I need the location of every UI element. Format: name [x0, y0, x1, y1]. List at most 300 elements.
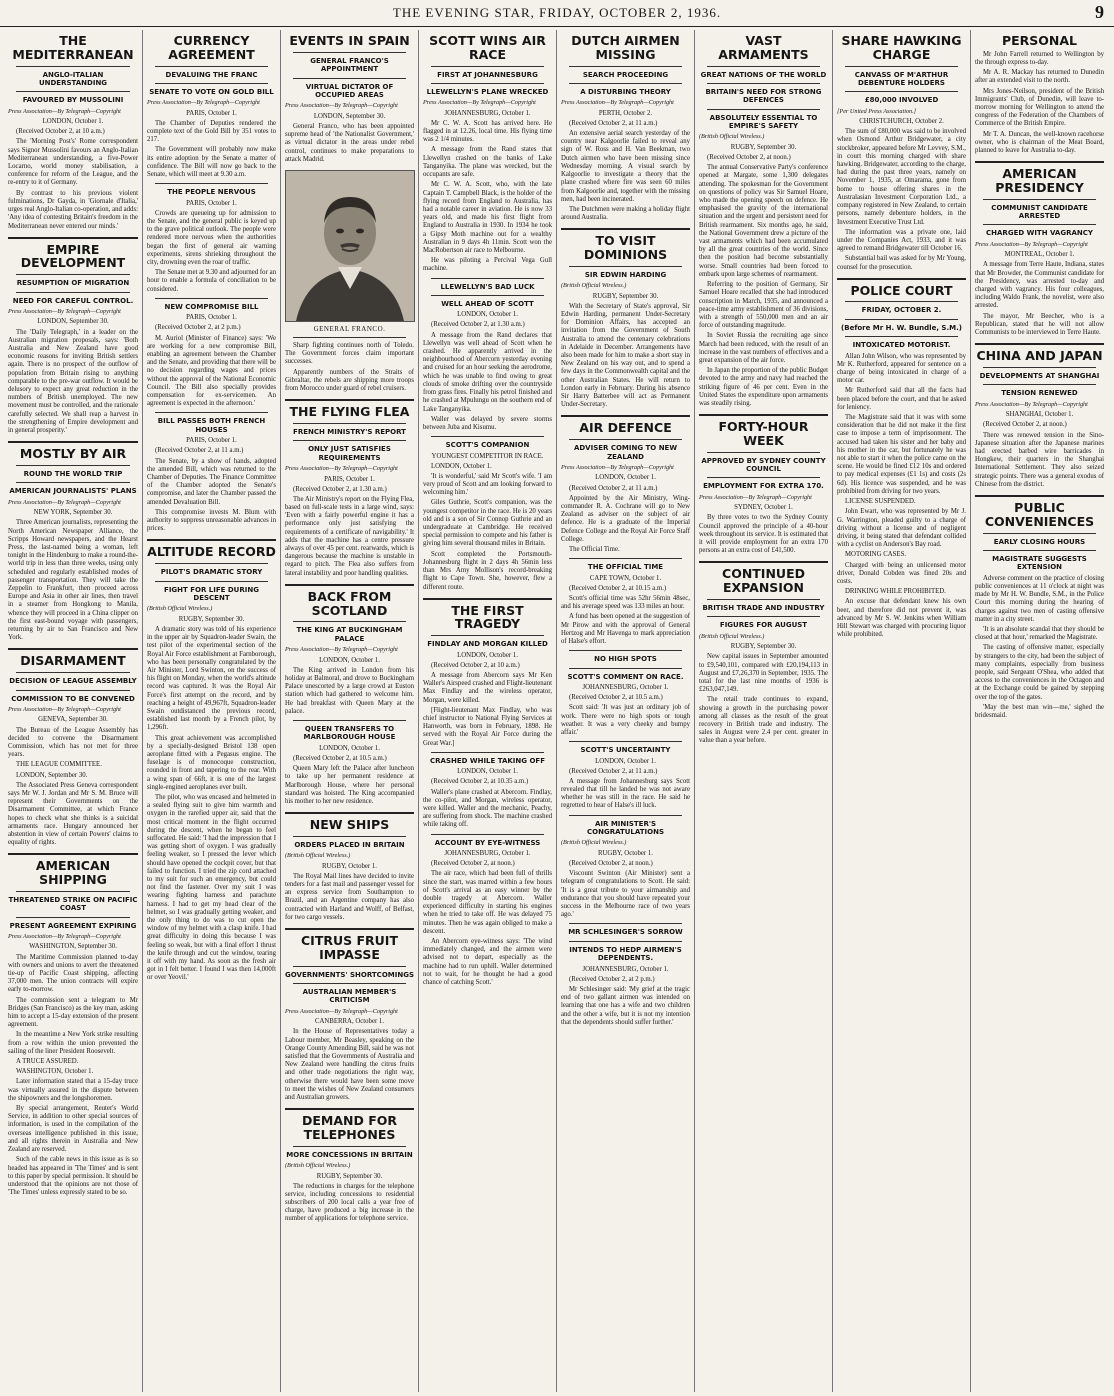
sub-divider: [431, 752, 544, 753]
dateline: RUGBY, September 30.: [592, 292, 659, 300]
body-paragraph: In Japan the proportion of the public Budget devoted to the army and navy had reached the striking figure of 46 per cent. Even in the United States the expenditure upon armaments was steadily rising.: [699, 367, 828, 407]
newspaper-columns: [4, 30, 1110, 1392]
section-divider: [285, 812, 414, 814]
subheading: LLEWELLYN'S BAD LUCK: [440, 282, 535, 291]
body-paragraph: [Flight-lieutenant Max Findlay, who was chief instructor to National Flying Services at Hanworth, was born in February, 1898. He served with the Royal Air Force during the Great War.]: [423, 706, 552, 747]
article-headline: CHINA AND JAPAN: [976, 348, 1103, 364]
body-paragraph: (Received October 2, at 10.5 a.m.): [569, 694, 663, 702]
rule: [707, 599, 820, 600]
subheading: FIGHT FOR LIFE DURING DESCENT: [164, 585, 259, 602]
rule: [155, 563, 268, 564]
portrait-photo: [285, 170, 415, 322]
rule: [16, 465, 130, 466]
page-number: 9: [1095, 2, 1104, 22]
article: [975, 495, 1104, 720]
body-paragraph: The Bureau of the League Assembly has decided to convene the Disarmament Commission, which has not met for three years.: [8, 726, 138, 759]
column-2: [142, 30, 280, 1392]
rule: [983, 533, 1096, 534]
wire-credit: (British Official Wireless.): [561, 839, 627, 847]
article: [285, 584, 414, 716]
sub-divider: [569, 650, 682, 651]
section-divider: [147, 539, 276, 541]
rule: [293, 52, 406, 53]
wire-credit: (British Official Wireless.): [699, 133, 765, 141]
dateline: LONDON, September 30.: [313, 112, 386, 120]
rule: [845, 336, 958, 337]
dateline: GENEVA, September 30.: [38, 716, 108, 724]
section-divider: [837, 278, 966, 280]
dateline: RUGBY, October 1.: [321, 862, 377, 870]
body-paragraph: The casting of offensive matter, especially by strangers to the city, had been the subject of many complaints, especially from business people, said Sergeant O'Shea, who added that access to the conveniences in the Octagon and at the Exchange could be gained by stepping over the top of the gates.: [975, 644, 1104, 701]
body-paragraph: A message from Terre Haute, Indiana, states that Mr Browder, the Communist candidate for the Presidency, was arrested to-day and charged with vagrancy. His four colleagues, including Waldo Frank, the novelist, were also arrested.: [975, 261, 1104, 310]
body-paragraph: The mayor, Mr Beecher, who is a Republican, stated that he will not allow Communists to be interviewed in Terre Haute.: [975, 312, 1104, 337]
body-paragraph: A TRUCE ASSURED.: [16, 1058, 79, 1066]
article-headline: CITRUS FRUIT IMPASSE: [301, 933, 398, 962]
body-paragraph: The Government will probably now make its entire adoption by the Senate a matter of confidence. The Bill will now go back to the Senate, which will meet at 9.30 a.m.: [147, 146, 276, 179]
sub-divider: [569, 923, 682, 924]
subheading: INTENDS TO HEDP AIRMEN'S DEPENDENTS.: [569, 945, 682, 963]
rule: [16, 274, 130, 275]
subheading: ACCOUNT BY EYE-WITNESS: [434, 838, 541, 847]
rule: [16, 672, 130, 673]
subheading: INTOXICATED MOTORIST.: [852, 341, 951, 350]
body-paragraph: Crowds are queueing up for admission to the Senate, and the general public is keyed up to the grave political outlook. The people were rendered more nervous when the authorities began the first of general air warning experiments, sirens shrieking throughout the city, drowning even the roar of traffic.: [147, 209, 276, 267]
body-paragraph: Three American journalists, representing the North American Newspaper Alliance, the Scripps Howard newspapers, and the Hearst Press, the last-named being a woman, left tonight in the Hindenburg to make a round-the-world trip in less than three weeks, using only scheduled and regularly established modes of passenger transportation. They will take the Zeppelin to Frankfurt, then proceed across Europe and Asia in other air lines, then travel in a steamer from Hongkong to Manila, whence they will proceed in a China clipper on the first east-bound voyage with passengers, returning by air to San Francisco and New York.: [8, 519, 138, 642]
wire-credit: Press Association—By Telegraph—Copyright: [8, 705, 121, 713]
dateline: PARIS, October 1.: [186, 437, 237, 445]
portrait-image: [286, 171, 414, 321]
body-paragraph: By special arrangement, Reuter's World Service, in addition to other special sources of information, is used in the compilation of the overseas intelligence published in this issue, and all rights therein in Australia and New Zealand are reserved.: [8, 1105, 138, 1154]
subheading: THE PEOPLE NERVOUS: [167, 188, 256, 197]
rule: [293, 621, 406, 622]
rule: [707, 83, 820, 84]
wire-credit: Press Association—By Telegraph—Copyright: [147, 99, 260, 107]
rule: [431, 635, 544, 636]
subheading: EARLY CLOSING HOURS: [993, 537, 1086, 546]
article-headline: SCOTT WINS AIR RACE: [429, 33, 546, 62]
rule: [569, 941, 682, 942]
subheading: DECISION OF LEAGUE ASSEMBLY: [9, 677, 137, 686]
article: [285, 812, 414, 922]
subheading: SCOTT'S COMMENT ON RACE.: [567, 672, 684, 681]
body-paragraph: By contrast to his previous violent fulminations, Dr Gayda, in 'Giornale d'Italia,' urges real Anglo-Italian co-operation, and adds: 'Any idea of contesting Britain's freedom in the Mediterranean never entered our minds.': [8, 189, 138, 230]
body-paragraph: 'It is wonderful,' said Mr Scott's wife. 'I am very proud of Scott and am looking forward to welcoming him.': [423, 472, 552, 497]
sub-divider: [431, 436, 544, 437]
article-headline: PUBLIC CONVENIENCES: [984, 500, 1095, 529]
subheading: BILL PASSES BOTH FRENCH HOUSES: [157, 417, 266, 434]
article: [285, 1108, 414, 1224]
dateline: RUGBY, September 30.: [178, 615, 245, 623]
dateline: JOHANNESBURG, October 1.: [444, 109, 531, 117]
body-paragraph: The 'Morning Post's' Rome correspondent says Signor Mussolini favours an Anglo-Italian Mediterranean understanding, a five-Power Locarno, world money stabilisation, a conference for reform of the League, and the re-entry to it of Germany.: [8, 138, 138, 187]
body-paragraph: Mr T. A. Duncan, the well-known racehorse owner, who is chairman of the Meat Board, planned to leave for Australia to-day.: [975, 130, 1104, 154]
subheading: GOVERNMENTS' SHORTCOMINGS: [285, 970, 414, 979]
dateline: JOHANNESBURG, October 1.: [582, 683, 669, 691]
section-divider: [975, 343, 1104, 345]
dateline: LONDON, October 1.: [595, 757, 656, 765]
article-headline: DEMAND FOR TELEPHONES: [301, 1113, 397, 1142]
wire-credit: Press Association—By Telegraph—Copyright: [8, 933, 121, 941]
column-5: [556, 30, 694, 1392]
subheading: SENATE TO VOTE ON GOLD BILL: [149, 87, 274, 96]
body-paragraph: By three votes to two the Sydney County Council approved the principle of a 40-hour week throughout its service. It is estimated that it will provide employment for an extra 170 persons at an extra cost of £41,500.: [699, 514, 828, 555]
wire-credit: Press Association—By Telegraph—Copyright: [423, 99, 536, 107]
section-divider: [285, 1108, 414, 1110]
body-paragraph: A dramatic story was told of his experience in the upper air by Squadron-leader Swain, the test pilot of the experimental section of the Royal Air Force establishment at Farnborough, who has been personally congratulated by the Air Minister, Lord Swinton, on the success of his flight on Monday, when the world's altitude record was captured. It was the Royal Air Force's first attempt on the record, and by reaching a height of 49,967ft, Squadron-leader Swain outdistanced the previous record, established last month by a French pilot, by 1,296ft.: [147, 625, 276, 732]
rule: [845, 319, 958, 320]
article-headline: CONTINUED EXPANSION: [722, 566, 805, 596]
body-paragraph: (Received October 2, at 1.30 a.m.): [431, 321, 525, 329]
subheading: FIGURES FOR AUGUST: [719, 621, 808, 630]
rule: [16, 66, 130, 67]
section-divider: [561, 415, 690, 417]
article: [147, 539, 276, 982]
subheading: THE KING AT BUCKINGHAM PALACE: [296, 626, 403, 643]
rule: [293, 1146, 406, 1147]
body-paragraph: The information was a private one, laid under the Companies Act, 1933, and it was agreed to remand Bridgewater till October 16.: [837, 228, 966, 253]
rule: [983, 367, 1096, 368]
body-paragraph: Such of the cable news in this issue as is so headed has appeared in 'The Times' and is sent to this paper by special permission. It should be understood that the opinions are not those of 'The Times' unless expressly stated to be so.: [8, 1156, 138, 1197]
body-paragraph: Later information stated that a 15-day truce was virtually assured in the dispute between the shipowners and the longshoremen.: [8, 1078, 138, 1102]
wire-credit: Press Association—By Telegraph—Copyright: [285, 465, 398, 473]
body-paragraph: (Received October 2, at 1.30 a.m.): [293, 485, 387, 493]
article: [423, 598, 552, 748]
body-paragraph: Viscount Swinton (Air Minister) sent a telegram of congratulations to Scott. He said: 'It is a great tribute to your airmanship and endurance that you should have repeated your success in the Melbourne race of two years ago.': [561, 870, 690, 919]
body-paragraph: MOTORING CASES.: [845, 551, 907, 559]
body-paragraph: (Received October 2, at noon.): [707, 154, 791, 162]
subheading: CHARGED WITH VAGRANCY: [986, 229, 1093, 238]
subheading: ONLY JUST SATISFIES REQUIREMENTS: [308, 445, 391, 462]
subheading: ROUND THE WORLD TRIP: [23, 469, 123, 478]
body-paragraph: The Royal Mail lines have decided to invite tenders for a fast mail and passenger vessel for an express service from Southampton to Brazil, and an Argentine company has also contracted with Harland and Wolff, of Belfast, for two cargo vessels.: [285, 872, 414, 921]
column-7: [832, 30, 970, 1392]
dateline: PARIS, October 1.: [186, 109, 237, 117]
article: [423, 278, 552, 433]
section-divider: [285, 928, 414, 930]
rule: [707, 477, 820, 478]
body-paragraph: Scott completed the Portsmouth-Johannesburg flight in 2 days 4h 56min less than Mrs Amy Mollison's record-breaking flight to Cape Town. She, however, flew a different route.: [423, 550, 552, 591]
rule: [707, 66, 820, 67]
dateline: PERTH, October 2.: [598, 109, 653, 117]
wire-credit: Press Association—By Telegraph—Copyright: [285, 1007, 398, 1015]
dateline: LONDON, October 1.: [319, 656, 380, 664]
article: [975, 343, 1104, 489]
body-paragraph: John Ewart, who was represented by Mr J. G. Warrington, pleaded guilty to a charge of driving without a license and of negligent driving, it being stated that defendant collided with a cyclist on Anderson's Bay road.: [837, 508, 966, 549]
article: [285, 337, 414, 393]
rule: [569, 439, 682, 440]
article-headline: ALTITUDE RECORD: [147, 544, 276, 560]
article: [423, 436, 552, 592]
body-paragraph: There was renewed tension in the Sino-Japanese situation after the Japanese marines had erected barbed wire barricades in Hongkew, their quarters in the Shanghai International Settlement. They also seized strategic points. There was a general exodus of Chinese from the district.: [975, 431, 1104, 488]
rule: [569, 266, 682, 267]
wire-credit: Press Association—By Telegraph—Copyright: [8, 107, 121, 115]
body-paragraph: LICENSE SUSPENDED.: [845, 498, 916, 506]
subheading: MR SCHLESINGER'S SORROW: [568, 928, 683, 937]
body-paragraph: (Received October 2, at 11 a.m.): [569, 484, 658, 492]
article: [561, 558, 690, 646]
section-divider: [8, 648, 138, 650]
article: [147, 183, 276, 294]
article-headline: CURRENCY AGREEMENT: [168, 33, 255, 62]
article: [561, 34, 690, 222]
subheading: SEARCH PROCEEDING: [582, 70, 669, 79]
sub-divider: [431, 834, 544, 835]
body-paragraph: The retail trade continues to expand, showing a growth in the purchasing power among all classes as the result of the great recovery in British trade and industry. The sales in August were 2.4 per cent. greater in value than a year before.: [699, 696, 828, 745]
body-paragraph: The Official Time.: [569, 545, 620, 553]
subheading: MAGISTRATE SUGGESTS EXTENSION: [992, 554, 1087, 572]
article: [423, 752, 552, 830]
rule: [293, 966, 406, 967]
dateline: NEW YORK, September 30.: [33, 509, 113, 517]
dateline: SYDNEY, October 1.: [734, 504, 793, 512]
subheading: NO HIGH SPOTS: [594, 655, 657, 664]
section-divider: [975, 495, 1104, 497]
subheading: DEVALUING THE FRANC: [165, 70, 258, 79]
article-headline: DISARMAMENT: [20, 653, 126, 669]
rule: [293, 983, 406, 984]
wire-credit: Press Association—By Telegraph—Copyright: [285, 646, 398, 654]
section-divider: [561, 228, 690, 230]
body-paragraph: (Received October 2, at 2 p.m.): [155, 324, 241, 332]
subheading: COMMUNIST CANDIDATE ARRESTED: [991, 203, 1088, 221]
body-paragraph: General Franco, who has been appointed supreme head of 'the Nationalist Government,' as virtual dictator in the areas under rebel control, continues to make preparations to attack Madrid.: [285, 122, 414, 163]
body-paragraph: Sharp fighting continues north of Toledo. The Government forces claim important successes.: [285, 341, 414, 366]
body-paragraph: A message from the Rand declares that Llewellyn was well ahead of Scott when he crashed. He apparently arrived in the neighbourhood of Abercorn yesterday evening and cruised for an hour seeking the aerodrome, which he was unable to find owing to great clouds of smoke drifting over the countryside from grass fires. Finally his petrol finished and he crashed at Mpulungu on the southern end of Lake Tanganyika.: [423, 331, 552, 413]
sub-divider: [569, 815, 682, 816]
subheading: RESUMPTION OF MIGRATION: [16, 279, 130, 288]
body-paragraph: The 'Daily Telegraph,' in a leader on the Australian migration proposals, says: 'Both Australia and New Zealand have good economic reasons for inviting British settlers again. There is no prospect of the outflow of population from Britain rising to anything comparable to the pre-war outflow. It would be delusory to expect any great reduction in the numbers of British unemployed. The new movement must be controlled, and the rationale carefully selected. We shall reap a harvest in the strengthening of Empire development and in general prosperity.': [8, 328, 138, 435]
dateline: LONDON, October 1.: [457, 768, 518, 776]
article: [285, 928, 414, 1102]
body-paragraph: Allan John Wilson, who was represented by Mr K. Rutherford, appeared for sentence on a charge of being intoxicated in charge of a motor car.: [837, 352, 966, 385]
article: [837, 278, 966, 640]
body-paragraph: (Received October 2, at 11 a.m.): [155, 447, 244, 455]
subheading: £80,000 INVOLVED: [864, 96, 939, 105]
wire-credit: Press Association—By Telegraph—Copyright: [975, 400, 1088, 408]
section-divider: [285, 399, 414, 401]
body-paragraph: Adverse comment on the practice of closing public conveniences at 11 o'clock at night was made by Mr H. W. Bundle, S.M., in the Police Court this morning during the hearing of charges against two men of casting offensive matter in a city street.: [975, 574, 1104, 623]
column-3: [280, 30, 418, 1392]
subheading: GENERAL FRANCO'S APPOINTMENT: [310, 56, 389, 74]
body-paragraph: Scott said: 'It was just an ordinary job of work. There were no high spots or tough weather. It was a very cheeky and bumpy affair.': [561, 704, 690, 736]
article-headline: FORTY-HOUR WEEK: [718, 419, 809, 448]
subheading: EMPLOYMENT FOR EXTRA 170.: [703, 482, 824, 491]
body-paragraph: An excuse that defendant knew his own beer, and therefore did not prevent it, was advanced by Mr S. W. Jenkins when William Hill Stewart was charged with procuring liquor while prohibited.: [837, 598, 966, 639]
section-divider: [8, 441, 138, 443]
body-paragraph: The Dutchmen were making a holiday flight around Australia.: [561, 205, 690, 222]
body-paragraph: LONDON, October 1.: [431, 462, 492, 470]
body-paragraph: (Received October 2, at 10.15 a.m.): [569, 584, 667, 592]
rule: [16, 917, 130, 918]
rule: [16, 91, 130, 92]
column-1: [4, 30, 142, 1392]
body-paragraph: New capital issues in September amounted to £9,540,101, compared with £20,194,113 in August and £7,26,370 in September, 1935. The total for the last nine months of 1936 is £263,047,149.: [699, 653, 828, 694]
body-paragraph: (Received October 2, at 10 a.m.): [431, 661, 520, 669]
body-paragraph: In Soviet Russia the recruiting age since March had been reduced, with the result of an increase in the vast numbers of effectives and a great expansion of the air force.: [699, 332, 828, 364]
rule: [293, 440, 406, 441]
section-divider: [285, 584, 414, 586]
sub-divider: [155, 412, 268, 413]
subheading: FRENCH MINISTRY'S REPORT: [293, 427, 406, 436]
body-paragraph: LONDON, September 30.: [16, 771, 88, 779]
body-paragraph: An Abercorn eye-witness says: 'The wind immediately changed, and the airmen were advised not to depart, especially as the machine had to run uphill. Waller determined not to wait, for he thought he had a good chance of catching Scott.': [423, 937, 552, 986]
subheading: A DISTURBING THEORY: [580, 87, 671, 96]
rule: [569, 668, 682, 669]
sub-divider: [293, 720, 406, 721]
body-paragraph: Charged with being an unlicensed motor driver, Donald Cobden was fined 20s and costs.: [837, 561, 966, 585]
dateline: YOUNGEST COMPETITOR IN RACE.: [431, 452, 544, 460]
article: [975, 34, 1104, 155]
body-paragraph: 'It is an absolute scandal that they should be closed at that hour,' remarked the Magistrate.: [975, 625, 1104, 642]
article: [8, 648, 138, 847]
sub-divider: [431, 278, 544, 279]
column-4: [418, 30, 556, 1392]
subheading: SCOTT'S UNCERTAINTY: [580, 746, 671, 755]
wire-credit: Press Association—By Telegraph—Copyright: [285, 102, 398, 110]
rule: [16, 690, 130, 691]
article: [561, 923, 690, 1027]
article: [561, 228, 690, 409]
wire-credit: Press Association—By Telegraph—Copyright: [8, 307, 121, 315]
dateline: RUGBY, September 30.: [730, 643, 797, 651]
column-6: [694, 30, 832, 1392]
subheading: VIRTUAL DICTATOR OF OCCUPIED AREAS: [305, 82, 394, 99]
rule: [707, 109, 820, 110]
article: [285, 720, 414, 806]
dateline: LONDON, October 1.: [42, 118, 104, 126]
article-headline: SHARE HAWKING CHARGE: [841, 33, 962, 62]
article-headline: MOSTLY BY AIR: [19, 446, 127, 462]
article-headline: THE FLYING FLEA: [289, 404, 410, 420]
subheading: SCOTT'S COMPANION: [445, 441, 530, 450]
dateline: RUGBY, October 1.: [597, 849, 653, 857]
dateline: LONDON, October 1.: [457, 651, 518, 659]
rule: [431, 295, 544, 296]
subheading: AUSTRALIAN MEMBER'S CRITICISM: [302, 987, 397, 1005]
subheading: BRITAIN'S NEED FOR STRONG DEFENCES: [705, 87, 822, 105]
article-headline: PERSONAL: [1001, 33, 1078, 48]
body-paragraph: Substantial bail was asked for by Mr Young, counsel for the prosecution.: [837, 255, 966, 271]
article: [561, 650, 690, 737]
subheading: (Before Mr H. W. Bundle, S.M.): [841, 323, 962, 332]
rule: [845, 301, 958, 302]
body-paragraph: Mrs Jones-Neilson, president of the British Immigrants' Club, of Dunedin, will leave to-morrow morning for Wellington to attend the congress of the Federation of the Chambers of Commerce of the British Empire.: [975, 87, 1104, 128]
body-paragraph: THE LEAGUE COMMITTEE.: [16, 761, 102, 769]
subheading: FIRST AT JOHANNESBURG: [437, 70, 538, 79]
body-paragraph: (Received October 2, at 11 a.m.): [569, 119, 658, 127]
article: [8, 237, 138, 436]
rule: [155, 83, 268, 84]
body-paragraph: DRINKING WHILE PROHIBITED.: [845, 588, 946, 596]
body-paragraph: A fund has been opened at the suggestion of Mr Pirow and with the approval of General Hertzog and Mr Havenga to mark appreciation of Halse's effort.: [561, 613, 690, 645]
dateline: RUGBY, September 30.: [316, 1172, 383, 1180]
article-headline: THE FIRST TRAGEDY: [451, 602, 524, 632]
article: [837, 34, 966, 272]
body-paragraph: In the meantime a New York strike resulting from a row within the union prevented the sailing of the liner President Roosevelt.: [8, 1031, 138, 1055]
sub-divider: [569, 558, 682, 559]
rule: [16, 482, 130, 483]
masthead: [0, 0, 1114, 27]
article-headline: AIR DEFENCE: [579, 420, 672, 436]
subheading: FINDLAY AND MORGAN KILLED: [427, 640, 548, 649]
rule: [845, 91, 958, 92]
rule: [293, 836, 406, 837]
wire-credit: [Per United Press Association.]: [837, 107, 917, 115]
body-paragraph: The King arrived in London from his holiday at Balmoral, and drove to Buckingham Palace unescorted by a large crowd at Euston station which had gathered to welcome him. He had breakfast with Queen Mary at the palace.: [285, 666, 414, 715]
body-paragraph: In the House of Representatives today a Labour member, Mr Beasley, speaking on the Orange County Amending Bill, said he was not satisfied that the Governments of Australia and New Zealand were handling the citrus fruits and other trade negotiations the right way, otherwise there would have been some move to meet the wishes of New Zealand consumers and Australian growers.: [285, 1028, 414, 1101]
column-8: [970, 30, 1108, 1392]
dateline: LONDON, October 1.: [595, 474, 656, 482]
body-paragraph: The Air Ministry's report on the Flying Flea, based on full-scale tests in a large wind, says: 'Even with a fairly powerful engine it has a performance only just satisfying the requirements of a certificate of navigability.' It adds that the machine has a centre pressure always of over 45 per cent. rearwards, which is dangerous because the machine is unstable in regard to pitch. The Flea also suffers from lateral instability and poor handling qualities.: [285, 495, 414, 577]
body-paragraph: The sum of £80,000 was said to be involved when Osmond Arthur Bridgewater, a city stockbroker, appeared before Mr Levvey, S.M., in court this morning charged with share hawking. Bridgewater, according to the charge, had during the past three years, namely on November 1, 1935, at Omarama, gone from home to house offering shares in the Australasian Investment Corporation Ltd., a company registered in New Zealand, to certain persons, namely debenture holders, in the Investment Executive Trust Ltd.: [837, 128, 966, 226]
article-headline: TO VISIT DOMINIONS: [583, 233, 668, 263]
dateline: PARIS, October 1.: [324, 475, 375, 483]
rule: [707, 452, 820, 453]
subheading: SIR EDWIN HARDING: [584, 270, 667, 279]
dateline: LONDON, September 30.: [37, 318, 109, 326]
body-paragraph: (Received October 2, at noon.): [983, 421, 1067, 429]
body-paragraph: The reductions in charges for the telephone service, including concessions to residential subscribers of 200 local calls a year free of charge, have produced a big increase in the number of applications for telephone service.: [285, 1182, 414, 1223]
rule: [431, 66, 544, 67]
dateline: CAPE TOWN, October 1.: [589, 574, 662, 582]
wire-credit: Press Association—By Telegraph—Copyright: [699, 493, 812, 501]
article: [975, 161, 1104, 337]
dateline: LONDON, October 1.: [319, 744, 380, 752]
subheading: FAVOURED BY MUSSOLINI: [22, 96, 124, 105]
subheading: ADVISER COMING TO NEW ZEALAND: [573, 444, 678, 461]
body-paragraph: Waller's plane crashed at Abercorn. Findlay, the co-pilot, and Morgan, wireless operator, were killed. Waller and the mechanic, Peachy, are suffering from shock. The machine crashed while taking off.: [423, 788, 552, 829]
rule: [983, 224, 1096, 225]
article-headline: POLICE COURT: [850, 282, 953, 298]
subheading: PILOT'S DRAMATIC STORY: [160, 568, 263, 577]
article: [285, 399, 414, 578]
rule: [431, 83, 544, 84]
body-paragraph: (Received October 2, at 10.35 a.m.): [431, 778, 529, 786]
dateline: PARIS, October 1.: [186, 199, 237, 207]
article: [561, 741, 690, 811]
dateline: JOHANNESBURG, October 1.: [582, 965, 669, 973]
article: [8, 34, 138, 231]
body-paragraph: He was piloting a Percival Vega Gull machine.: [423, 257, 552, 273]
body-paragraph: A message from Johannesburg says Scott revealed that till he landed he was not aware whether he was still in the race. He said he regretted to hear of Halse's ill luck.: [561, 777, 690, 810]
article: [699, 414, 828, 555]
article: [699, 561, 828, 745]
dateline: LONDON, October 1.: [457, 311, 518, 319]
body-paragraph: An extensive aerial search yesterday of the country near Kalgoorlie failed to reveal any sign of W. Ross and H. Van Beekman, two Dutch airmen who have been missing since Wednesday morning. A visual search by Kalgoorlie to investigate a theory that the plane crashed where fire was seen 60 miles from Kalgoorlie and, together with the missing men, had been incinerated.: [561, 130, 690, 203]
sub-divider: [293, 337, 406, 338]
article: [147, 298, 276, 409]
body-paragraph: M. Auriol (Minister of Finance) says: 'We are working for a new compromise Bill, enabling an agreement between the Chamber and the Senate, and providing that there will be no decision regarding wages and prices without the approval of the National Economic Council. The Bill also specially provides compensation for ex-servicemen. An agreement is expected in the afternoon.': [147, 334, 276, 408]
section-divider: [699, 561, 828, 563]
rule: [293, 78, 406, 79]
subheading: ANGLO-ITALIAN UNDERSTANDING: [38, 70, 108, 87]
article: [699, 34, 828, 408]
rule: [983, 550, 1096, 551]
body-paragraph: This compromise invests M. Blum with authority to suppress unreasonable advances in prices.: [147, 508, 276, 533]
article: [147, 412, 276, 533]
subheading: WELL AHEAD OF SCOTT: [441, 299, 534, 308]
subheading: ORDERS PLACED IN BRITAIN: [294, 840, 405, 849]
body-paragraph: Appointed by the Air Ministry, Wing-commander R. A. Cochrane will go to New Zealand as adviser on the subject of air defence. He is a graduate of the Imperial Defence College and the Royal Air Force Staff College.: [561, 494, 690, 543]
subheading: THREATENED STRIKE ON PACIFIC COAST: [8, 895, 138, 913]
body-paragraph: Mr A. R. Mackay has returned to Dunedin after an extended visit to the north.: [975, 69, 1104, 85]
body-paragraph: WASHINGTON, October 1.: [16, 1068, 94, 1076]
body-paragraph: The annual Conservative Party's conference opened at Margate, some 1,300 delegates attending. The spokesman for the Government on questions of policy was Sir Samuel Hoare, who made the opening speech on defence. He emphasised the gravity of the international situation and the urgent and persistent need for British rearmament. Six months ago, he said, the National Government drew a picture of the vast armaments which had been accumulated by all the great countries of the world. Since then the position had become substantially worse. Small countries had been forced to embark upon large schemes of rearmament.: [699, 164, 828, 278]
article-headline: AMERICAN SHIPPING: [35, 858, 111, 888]
body-paragraph: The Maritime Commission planned to-day with owners and unions to avert the threatened tie-up of Pacific Coast shipping, affecting 37,000 men. The union contracts will expire early to-morrow.: [8, 953, 138, 994]
subheading: CRASHED WHILE TAKING OFF: [430, 756, 545, 765]
dateline: MONTREAL, October 1.: [1004, 251, 1075, 259]
